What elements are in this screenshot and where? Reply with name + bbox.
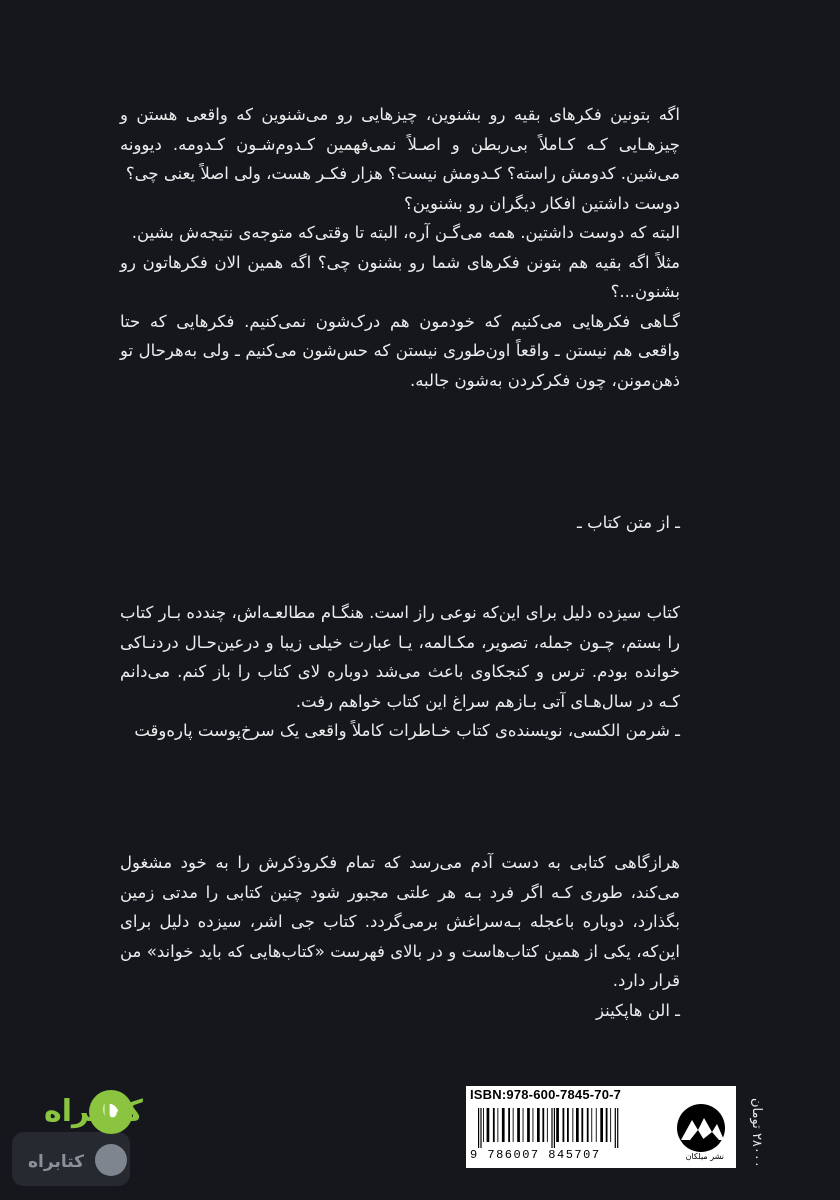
watermark-text-secondary: کتابراه (28, 1152, 85, 1172)
barcode-bar (508, 1108, 510, 1142)
quote-paragraph: مثلاً اگه بقیه هم بتونن فکرهای شما رو بشنون چی؟ اگه همین الان فکرهاتون رو بشنون...؟ (120, 252, 680, 301)
barcode-bar (478, 1108, 479, 1148)
barcode-digits: 9 786007 845707 (470, 1148, 601, 1162)
review-text: هرازگاهی کتابی به دست آدم می‌رسد که تمام فکروذکرش را به خود مشغول می‌کند، طوری کـه اگر فرد بـه هر علتی مجبور شود چنین کتابی را مدتی زمین بگذارد، دوباره باعجله بـه‌سراغش برمی‌گردد. کتاب جی اشر، سیزده دلیل برای این‌که، یکی از همین کتاب‌هاست و در بالای فهرست «کتاب‌هایی که باید خواند» من قرار دارد. (120, 853, 680, 990)
barcode-icon (476, 1108, 662, 1148)
barcode-bar (567, 1108, 569, 1142)
barcode-bar (502, 1108, 505, 1142)
barcode-bar (563, 1108, 565, 1142)
review-attribution: ـ شرمن الکسی، نویسنده‌ی کتاب خـاطرات کاملاً واقعی یک سرخ‌پوست پاره‌وقت (134, 721, 680, 740)
barcode-bar (551, 1108, 552, 1148)
barcode-bar (493, 1108, 495, 1142)
barcode-bar (513, 1108, 514, 1142)
barcode-bar (600, 1108, 603, 1142)
quote-paragraph: اگه بتونین فکرهای بقیه رو بشنوین، چیزهایی رو می‌شنوین که واقعی هستن و چیزهـایی کـه کـاملاً بی‌ربطن و اصـلاً نمی‌فهمین کـدوم‌شـون کـدومه. دیوونه می‌شین. کدومش راسته؟ کـدومش نیست؟ هزار فکـر هست، ولی اصلاً یعنی چی؟ (120, 105, 680, 183)
barcode-bar (587, 1108, 589, 1142)
barcode-bar (576, 1108, 579, 1142)
barcode-panel (466, 1086, 736, 1168)
quote-paragraph: دوست داشتین افکار دیگران رو بشنوین؟ (404, 193, 680, 213)
barcode-bar (483, 1108, 484, 1142)
watermark-text: کتابراه (44, 1094, 143, 1129)
review-sherman-alexie (120, 598, 680, 746)
barcode-bar (581, 1108, 583, 1142)
barcode-bar (527, 1108, 530, 1142)
barcode-bar (487, 1108, 490, 1142)
review-ellen-hopkins (120, 848, 680, 1025)
publisher-name: نشر میلکان (685, 1152, 724, 1161)
barcode-bar (480, 1108, 481, 1148)
ketabrah-watermark (10, 1082, 143, 1190)
review-text: کتاب سیزده دلیل برای این‌که نوعی راز است. هنگـام مطالعـه‌اش، چندده بـار کتاب را بستم، چـون جمله، تصویر، مکـالمه، یـا عبارت خیلی زیبا و درعین‌حـال دردنـاکی خوانده بودم. ترس و کنجکاوی باعث می‌شد دوباره لای کتاب را باز کنم. می‌دانم کـه در سال‌هـای آتی بـازهم سراغ این کتاب خواهم رفت. (120, 603, 680, 711)
barcode-bar (556, 1108, 559, 1142)
barcode-bar (533, 1108, 534, 1142)
barcode-bar (572, 1108, 573, 1142)
barcode-bar (615, 1108, 616, 1148)
price-label: ۲۸۰۰۰ تومان (749, 1098, 764, 1168)
barcode-bar (606, 1108, 608, 1142)
barcode-bar (497, 1108, 498, 1142)
barcode-bar (542, 1108, 544, 1142)
review-attribution: ـ الن هاپکینز (596, 1000, 680, 1020)
barcode-bar (617, 1108, 618, 1148)
isbn-label: ISBN:978-600-7845-70-7 (470, 1087, 622, 1102)
barcode-bar (591, 1108, 592, 1142)
barcode-bar (554, 1108, 555, 1148)
barcode-bar (537, 1108, 540, 1142)
barcode-bar (547, 1108, 548, 1142)
quote-paragraph: البته که دوست داشتین. همه می‌گـن آره، البته تا وقتی‌که متوجه‌ی نتیجه‌ش بشین. (131, 223, 680, 242)
quote-from-book (120, 100, 680, 395)
barcode-bar (596, 1108, 597, 1142)
barcode-bar (610, 1108, 611, 1142)
barcode-bar (523, 1108, 524, 1142)
barcode-bar (517, 1108, 520, 1142)
quote-attribution: ـ از متن کتاب ـ (577, 513, 680, 532)
quote-paragraph: گـاهی فکرهایی می‌کنیم که خودمون هم درک‌شون نمی‌کنیم. فکرهایی که حتا واقعی هم نیستن ـ واقعاً اون‌طوری نیستن که حس‌شون می‌کنیم ـ ولی به‌هرحال تو ذهن‌مونن، چون فکرکردن به‌شون جالبه. (120, 311, 680, 390)
